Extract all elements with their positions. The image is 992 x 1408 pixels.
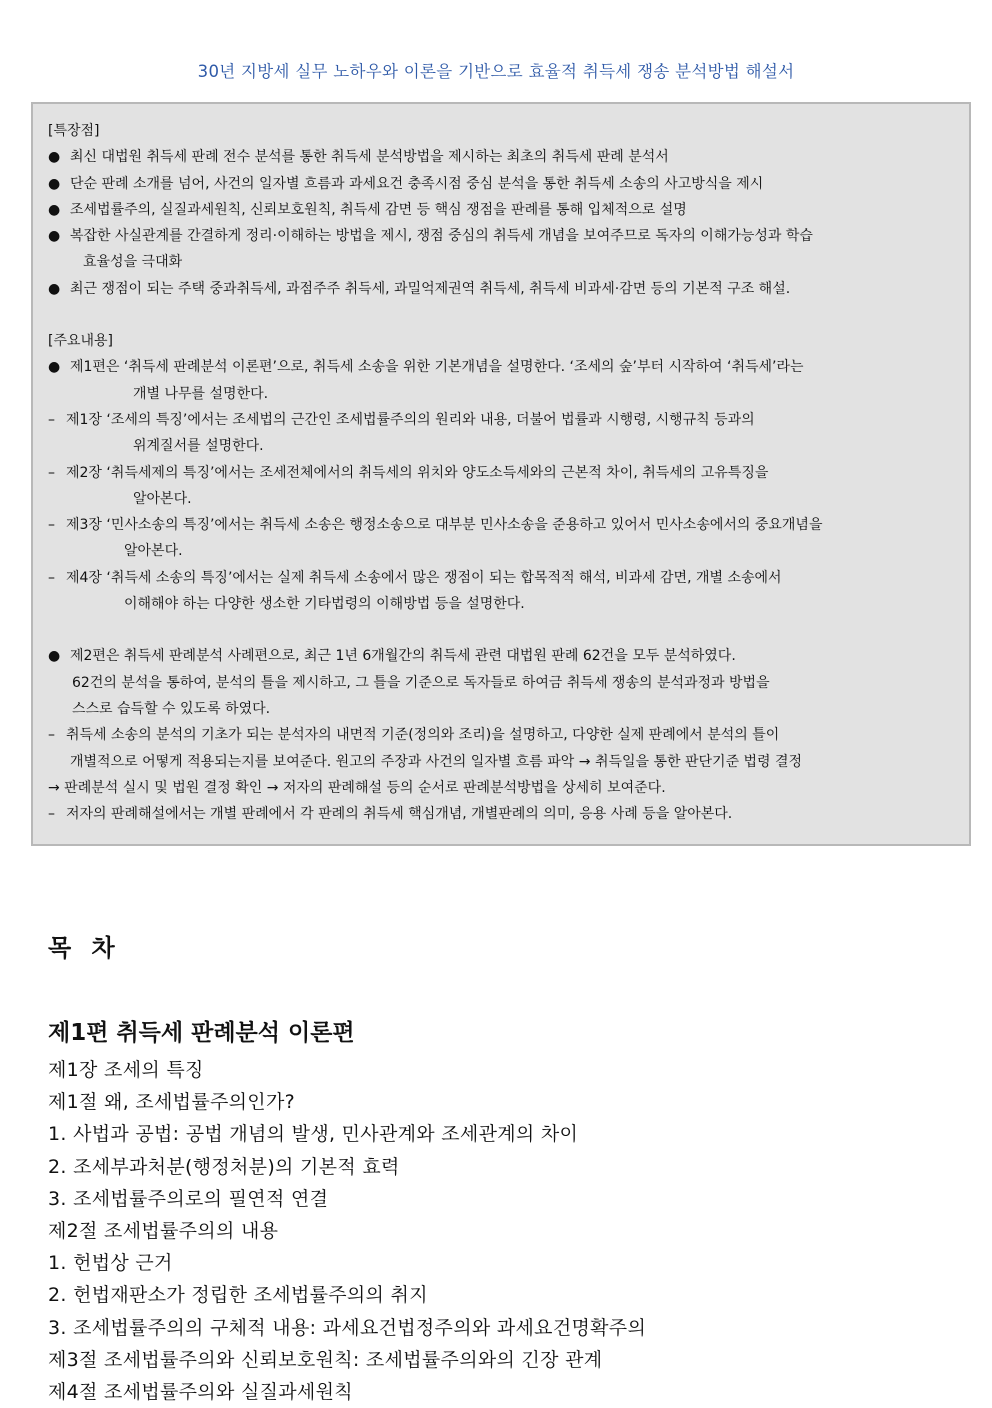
chapter-continuation: 이해해야 하는 다양한 생소한 기타법령의 이해방법 등을 설명한다.: [124, 596, 525, 613]
part2-detail: [48, 801, 955, 827]
dash-icon: –: [48, 727, 55, 744]
feature-text: 복잡한 사실관계를 간결하게 정리·이해하는 방법을 제시, 쟁점 중심의 취득세 개념을 보여주므로 독자의 이해가능성과 학습: [70, 228, 813, 245]
part2-summary: [48, 643, 955, 669]
part1-continuation: 개별 나무를 설명한다.: [133, 385, 269, 402]
feature-text: 조세법률주의, 실질과세원칙, 신뢰보호원칙, 취득세 감면 등 핵심 쟁점을 판례를 통해 입체적으로 설명: [70, 201, 687, 218]
feature-item: [48, 171, 955, 197]
toc-item: 3. 조세법률주의의 구체적 내용: 과세요건법정주의와 과세요건명확주의: [48, 1316, 647, 1339]
toc-item: 1. 사법과 공법: 공법 개념의 발생, 민사관계와 조세관계의 차이: [48, 1123, 579, 1146]
feature-item: [48, 276, 955, 302]
toc-item: 2. 헌법재판소가 정립한 조세법률주의의 취지: [48, 1284, 428, 1307]
chapter-continuation: 위계질서를 설명한다.: [133, 438, 264, 455]
part2-detail-text: 취득세 소송의 분석의 기초가 되는 분석자의 내면적 기준(정의와 조리)을 설명하고, 다양한 실제 판례에서 분석의 틀이: [66, 727, 780, 744]
dash-icon: –: [48, 517, 55, 534]
dash-icon: –: [48, 411, 55, 428]
part1-summary: [48, 354, 955, 380]
bullet-icon: ●: [48, 149, 61, 166]
chapter-text: 제4장 ‘취득세 소송의 특징’에서는 실제 취득세 소송에서 많은 쟁점이 되는 합목적적 해석, 비과세 감면, 개별 소송에서: [66, 569, 782, 586]
bullet-icon: ●: [48, 228, 61, 245]
chapter-continuation: 알아본다.: [133, 490, 192, 507]
toc-item: 제4절 조세법률주의와 실질과세원칙: [48, 1381, 353, 1404]
chapter-summary: [48, 460, 955, 486]
bullet-icon: ●: [48, 359, 61, 376]
toc-heading: 목 차: [48, 934, 121, 962]
bullet-icon: ●: [48, 280, 61, 297]
feature-text: 최근 쟁점이 되는 주택 중과취득세, 과점주주 취득세, 과밀억제권역 취득세, 취득세 비과세·감면 등의 기본적 구조 해설.: [70, 280, 791, 297]
part2-text: 제2편은 취득세 판례분석 사례편으로, 최근 1년 6개월간의 취득세 관련 대법원 판례 62건을 모두 분석하였다.: [70, 648, 736, 665]
bullet-icon: ●: [48, 175, 61, 192]
summary-box: [31, 102, 971, 846]
toc-item: 제1장 조세의 특징: [48, 1059, 204, 1081]
chapter-text: 제2장 ‘취득세제의 특징’에서는 조세전체에서의 취득세의 위치와 양도소득세와의 근본적 차이, 취득세의 고유특징을: [66, 464, 769, 481]
contents-heading: [주요내용]: [48, 333, 114, 350]
dash-icon: –: [48, 464, 55, 481]
feature-item: [48, 144, 955, 170]
chapter-summary: [48, 565, 955, 591]
chapter-text: 제1장 ‘조세의 특징’에서는 조세법의 근간인 조세법률주의의 원리와 내용, 더불어 법률과 시행령, 시행규칙 등과의: [66, 411, 755, 428]
bullet-icon: ●: [48, 648, 61, 665]
part2-detail-continuation: 개별적으로 어떻게 적용되는지를 보여준다. 원고의 주장과 사건의 일자별 흐름 파악 → 취득일을 통한 판단기준 법령 결정: [70, 753, 803, 770]
toc-item: 제3절 조세법률주의와 신뢰보호원칙: 조세법률주의와의 긴장 관계: [48, 1348, 603, 1371]
chapter-continuation: 알아본다.: [124, 543, 183, 560]
feature-text: 최신 대법원 취득세 판례 전수 분석를 통한 취득세 분석방법을 제시하는 최초의 취득세 판례 분석서: [70, 149, 669, 166]
spacer: [48, 617, 955, 643]
document-title: 30년 지방세 실무 노하우와 이론을 기반으로 효율적 취득세 쟁송 분석방법 해설서: [197, 62, 795, 81]
part2-continuation: 스스로 습득할 수 있도록 하였다.: [72, 700, 271, 717]
table-of-contents: [48, 928, 968, 1408]
toc-part-title: 제1편 취득세 판례분석 이론편: [48, 1020, 355, 1046]
toc-item: 3. 조세법률주의로의 필연적 연결: [48, 1187, 329, 1210]
feature-item: [48, 223, 955, 249]
toc-item: 제1절 왜, 조세법률주의인가?: [48, 1091, 295, 1114]
spacer: [48, 302, 955, 328]
toc-item: 1. 헌법상 근거: [48, 1252, 173, 1275]
feature-text: 단순 판례 소개를 넘어, 사건의 일자별 흐름과 과세요건 충족시점 중심 분석을 통한 취득세 소송의 사고방식을 제시: [70, 175, 764, 192]
bullet-icon: ●: [48, 201, 61, 218]
feature-item: [48, 197, 955, 223]
part2-continuation: 62건의 분석을 통하여, 분석의 틀을 제시하고, 그 틀을 기준으로 독자들로 하여금 취득세 쟁송의 분석과정과 방법을: [72, 674, 770, 691]
part2-detail-text: 저자의 판례해설에서는 개별 판례에서 각 판례의 취득세 핵심개념, 개별판례의 의미, 응용 사례 등을 알아본다.: [66, 806, 733, 823]
features-heading: [특장점]: [48, 123, 100, 139]
dash-icon: –: [48, 569, 55, 586]
dash-icon: –: [48, 806, 55, 823]
chapter-summary: [48, 407, 955, 433]
chapter-summary: [48, 512, 955, 538]
toc-item: 제2절 조세법률주의의 내용: [48, 1220, 279, 1243]
part2-detail-continuation: → 판례분석 실시 및 법원 결정 확인 → 저자의 판례해설 등의 순서로 판례분석방법을 상세히 보여준다.: [48, 779, 666, 796]
chapter-text: 제3장 ‘민사소송의 특징’에서는 취득세 소송은 행정소송으로 대부분 민사소송을 준용하고 있어서 민사소송에서의 중요개념을: [66, 517, 823, 534]
part2-detail: [48, 722, 955, 748]
part1-text: 제1편은 ‘취득세 판례분석 이론편’으로, 취득세 소송을 위한 기본개념을 설명한다. ‘조세의 숲’부터 시작하여 ‘취득세’라는: [70, 359, 804, 376]
feature-continuation: 효율성을 극대화: [83, 254, 183, 271]
toc-item: 2. 조세부과처분(행정처분)의 기본적 효력: [48, 1155, 400, 1178]
